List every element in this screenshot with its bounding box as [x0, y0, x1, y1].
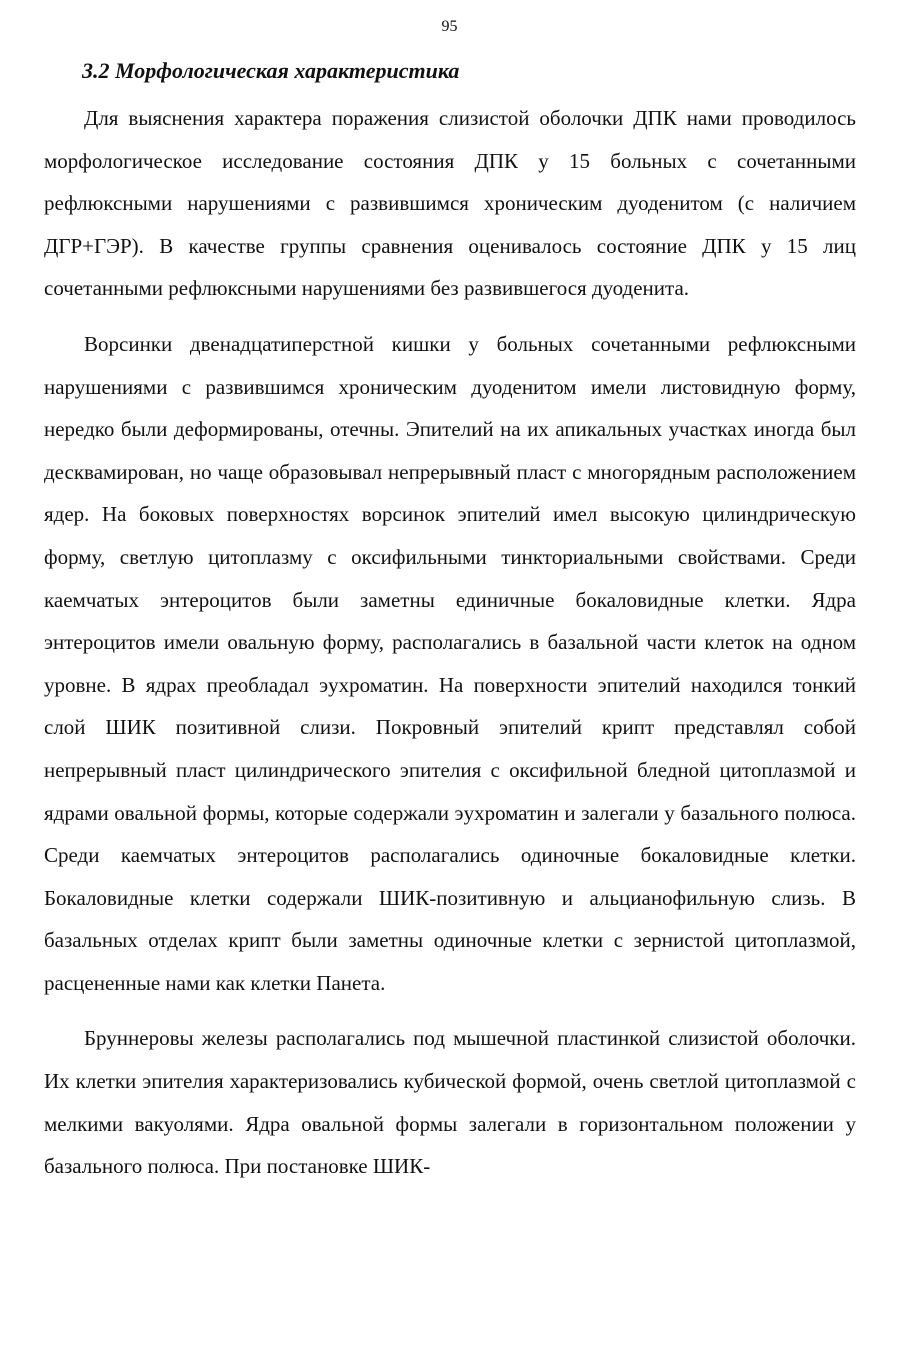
- paragraph-2: Ворсинки двенадцатиперстной кишки у больных сочетанными рефлюксными нарушениями с развившимся хроническим дуоденитом имели листовидную форму, нередко были деформированы, отечны. Эпителий на их апикальных участках иногда был десквамирован, но чаще образовывал непрерывный пласт с многорядным расположением ядер. На боковых поверхностях ворсинок эпителий имел высокую цилиндрическую форму, светлую цитоплазму с оксифильными тинкториальными свойствами. Среди каемчатых энтероцитов были заметны единичные бокаловидные клетки. Ядра энтероцитов имели овальную форму, располагались в базальной части клеток на одном уровне. В ядрах преобладал эухроматин. На поверхности эпителий находился тонкий слой ШИК позитивной слизи. Покровный эпителий крипт представлял собой непрерывный пласт цилиндрического эпителия с оксифильной бледной цитоплазмой и ядрами овальной формы, которые содержали эухроматин и залегали у базального полюса. Среди каемчатых энтероцитов располагались одиночные бокаловидные клетки. Бокаловидные клетки содержали ШИК-позитивную и альцианофильную слизь. В базальных отделах крипт были заметны одиночные клетки с зернистой цитоплазмой, расцененные нами как клетки Панета.: [44, 331, 856, 995]
- paragraph-3: Бруннеровы железы располагались под мышечной пластинкой слизистой оболочки. Их клетки эпителия характеризовались кубической формой, очень светлой цитоплазмой с мелкими вакуолями. Ядра овальной формы залегали в горизонтальном положении у базального полюса. При постановке ШИК-: [44, 1026, 856, 1179]
- document-body: [44, 97, 856, 1201]
- paragraph-1: Для выяснения характера поражения слизистой оболочки ДПК нами проводилось морфологическое исследование состояния ДПК у 15 больных с сочетанными рефлюксными нарушениями с развившимся хроническим дуоденитом (с наличием ДГР+ГЭР). В качестве группы сравнения оценивалось состояние ДПК у 15 лиц сочетанными рефлюксными нарушениями без развившегося дуоденита.: [44, 106, 856, 301]
- section-title: 3.2 Морфологическая характеристика: [82, 58, 460, 83]
- page-number: 95: [441, 18, 458, 35]
